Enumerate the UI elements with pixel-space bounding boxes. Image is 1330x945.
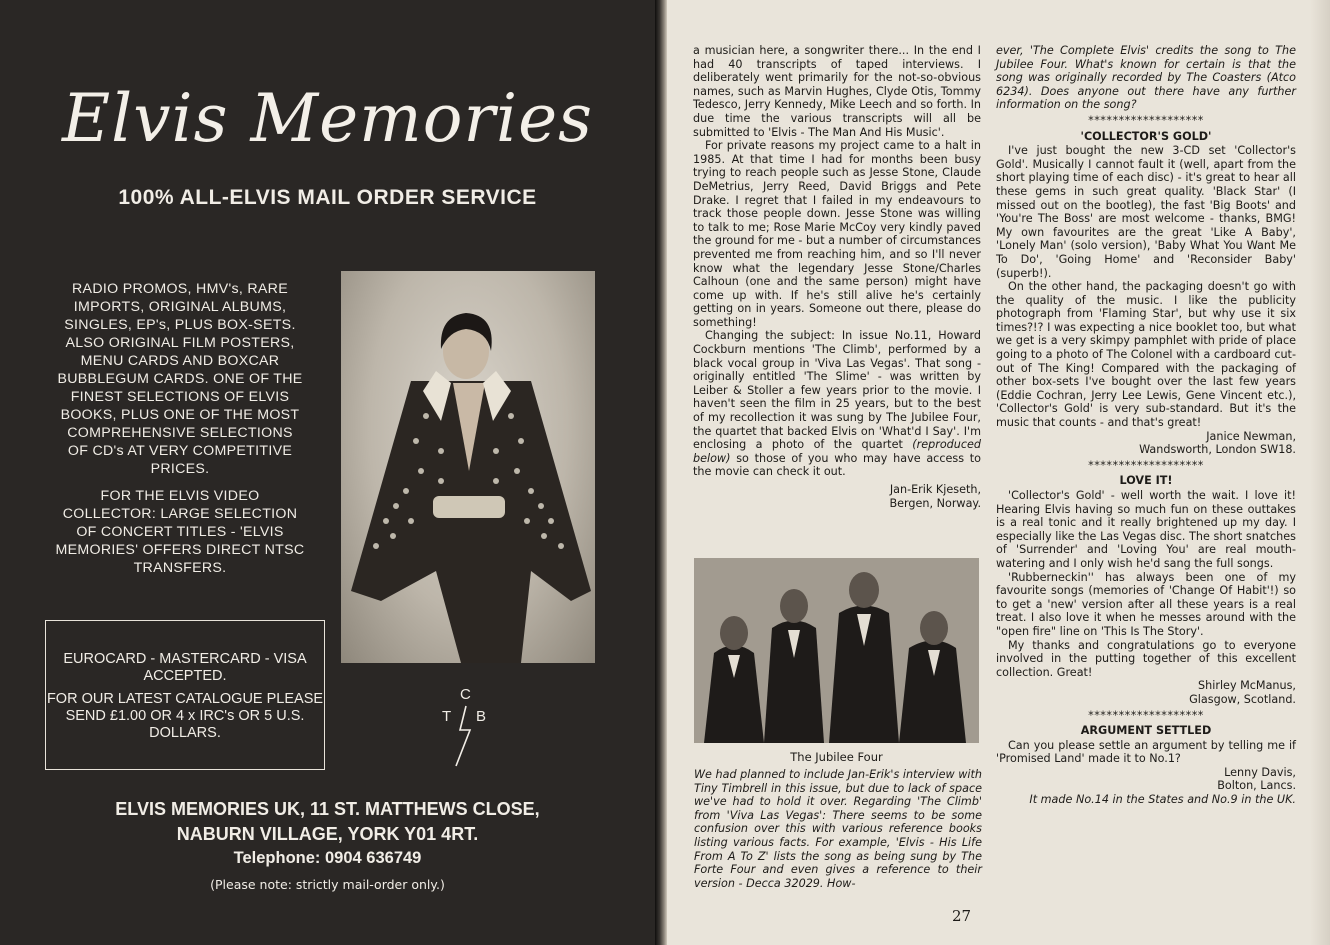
advert-subtitle: 100% ALL-ELVIS MAIL ORDER SERVICE xyxy=(118,186,537,209)
letter-heading: ARGUMENT SETTLED xyxy=(1080,724,1212,738)
tcb-logo xyxy=(438,686,494,768)
logo-t: T xyxy=(442,708,452,725)
paragraph: My thanks and congratulations go to everyone involved in the putting together of this excellent collection. Great! xyxy=(996,638,1296,679)
editor-note-continued: ever, 'The Complete Elvis' credits the song to The Jubilee Four. What's known for certain is that the song was originally recorded by The Coasters (Atco 6234). Does anyone out there have any further information on the song? xyxy=(996,44,1296,112)
jubilee-four-photo xyxy=(694,558,979,743)
video-services-text: FOR THE ELVIS VIDEO COLLECTOR: LARGE SELECTION OF CONCERT TITLES - 'ELVIS MEMORIES' OFFERS DIRECT NTSC TRANSFERS. xyxy=(55,488,305,576)
lightning-bolt-icon xyxy=(438,686,494,768)
editor-answer: It made No.14 in the States and No.9 in the UK. xyxy=(1029,793,1296,807)
address-line-1: ELVIS MEMORIES UK, 11 ST. MATTHEWS CLOSE, xyxy=(115,799,540,819)
letter-heading: LOVE IT! xyxy=(1119,474,1173,488)
signature-location: Glasgow, Scotland. xyxy=(1189,692,1296,706)
paragraph: a musician here, a songwriter there... In the end I had 40 transcripts of taped interviews. I deliberately went primarily for the not-so-obvious names, such as Marvin Hughes, Clyde Otis, Tommy Tedesco, Jerry Kennedy, Mike Leech and so forth. In due time the various transcripts will all be submitted to 'Elvis - The Man And His Music'. xyxy=(693,44,981,139)
elvis-photo xyxy=(341,271,595,663)
paragraph xyxy=(693,329,981,479)
elvis-figure-image xyxy=(341,271,595,663)
paragraph: Can you please settle an argument by telling me if 'Promised Land' made it to No.1? xyxy=(996,738,1296,766)
paragraph-text-end: so those of you who may have access to the movie can check it out. xyxy=(693,451,981,479)
payment-box xyxy=(45,620,325,770)
photo-caption: The Jubilee Four xyxy=(790,750,883,764)
advert-title: Elvis Memories xyxy=(61,80,594,157)
reproduced-below-text: (reproduced below) xyxy=(693,438,981,465)
paragraph: 'Collector's Gold' - well worth the wait. I love it! Hearing Elvis having so much fun on these outtakes is a real tonic and it really brightened up my day. I especially like the Las Vegas disc. The short snatches of 'Surrender' and 'Loving You' are real mouth-watering and I only wish he'd sang the full songs. xyxy=(996,489,1296,570)
paragraph: 'Rubberneckin'' has always been one of my favourite songs (memories of 'Change Of Habit'!) so to get a 'new' version after all these years is a real treat. I also love it when he messes around with the "open fire" line on 'This Is The Story'. xyxy=(996,570,1296,638)
signature-location: Wandsworth, London SW18. xyxy=(1139,443,1296,457)
signature-name: Shirley McManus, xyxy=(1198,679,1296,693)
logo-b: B xyxy=(476,708,487,725)
signature-name: Jan-Erik Kjeseth, xyxy=(889,483,981,496)
page-number: 27 xyxy=(952,907,972,925)
page-edge xyxy=(1310,0,1330,945)
signature-name: Janice Newman, xyxy=(1206,429,1296,443)
separator-stars: ******************* xyxy=(1088,708,1204,722)
jubilee-four-image xyxy=(694,558,979,743)
logo-c: C xyxy=(460,686,471,703)
services-text: RADIO PROMOS, HMV's, RARE IMPORTS, ORIGINAL ALBUMS, SINGLES, EP's, PLUS BOX-SETS. ALSO ORIGINAL FILM POSTERS, MENU CARDS AND BOXCAR BUBBLEGUM CARDS. ONE OF THE FINEST SELECTIONS OF ELVIS BOOKS, PLUS ONE OF THE MOST COMPREHENSIVE SELECTIONS OF CD's AT VERY COMPETITIVE PRICES. xyxy=(57,281,303,477)
signature-name: Lenny Davis, xyxy=(1224,765,1296,779)
article-page xyxy=(667,0,1330,945)
catalogue-text: FOR OUR LATEST CATALOGUE PLEASE SEND £1.00 OR 4 x IRC's OR 5 U.S. DOLLARS. xyxy=(46,691,324,741)
mail-order-note: (Please note: strictly mail-order only.) xyxy=(210,877,445,892)
paragraph-text: Changing the subject: In issue No.11, Howard Cockburn mentions 'The Climb', performed by a black vocal group in 'Viva Las Vegas'. That song - originally entitled 'The Slime' - was written by Leiber & Stoller a few years prior to the movie. I haven't seen the film in 25 years, but to the best of my recollection it was sung by The Jubilee Four, the quartet that backed Elvis on 'What'd I Say'. I'm enclosing a photo of the quartet xyxy=(693,329,981,452)
column-left xyxy=(693,44,981,510)
payment-cards-text: EUROCARD - MASTERCARD - VISA ACCEPTED. xyxy=(63,651,307,684)
paragraph: I've just bought the new 3-CD set 'Collector's Gold'. Musically I cannot fault it (well, apart from the short playing time of each disc) - it's great to hear all these gems in such great quality. 'Black Star' (I missed out on the bootleg), the fast 'Big Boots' and 'You're The Boss' are most welcome - thanks, BMG! My own favourites are the great 'Like A Baby', 'Lonely Man' (solo version), 'Baby What You Want Me To Do', 'Going Home' and 'Reconsider Baby' (superb!). xyxy=(996,144,1296,280)
separator-stars: ******************* xyxy=(1088,458,1204,472)
address-block xyxy=(0,797,655,847)
address-line-2: NABURN VILLAGE, YORK Y01 4RT. xyxy=(176,824,479,844)
separator-stars: ******************* xyxy=(1088,113,1204,127)
page-gutter xyxy=(655,0,667,945)
letter-heading: 'COLLECTOR'S GOLD' xyxy=(1080,129,1212,143)
services-list xyxy=(55,280,305,586)
column-right xyxy=(996,44,1296,807)
paragraph: For private reasons my project came to a halt in 1985. At that time I had for months been busy trying to reach people such as Jesse Stone, Claude DeMetrius, Jerry Reed, David Briggs and Pete Drake. I regret that I failed in my endeavours to track those people down. Jesse Stone was willing to talk to me; Rose Marie McCoy very kindly paved the ground for me - but a number of circumstances prevented me from reaching him, and so I'll never know what the legendary Jesse Stone/Charles Calhoun (one and the same person) might have come up with. If he's still alive he's certainly getting on in years. Someone out there, please do something! xyxy=(693,139,981,329)
telephone-number: Telephone: 0904 636749 xyxy=(233,849,422,867)
paragraph: On the other hand, the packaging doesn't go with the quality of the music. I like the publicity photograph from 'Flaming Star', but why use it six times?!? I was expecting a nice booklet too, but what we get is a very skimpy pamphlet with pride of place going to a photo of The Colonel with a cardboard cut-out of The King! Compared with the packaging of other box-sets I've bought over the last few years (Eddie Cochran, Jerry Lee Lewis, Gene Vincent etc.), 'Collector's Gold' is very sub-standard. But it's the music that counts - and that's great! xyxy=(996,280,1296,430)
signature-location: Bolton, Lancs. xyxy=(1217,779,1296,793)
editor-note: We had planned to include Jan-Erik's interview with Tiny Timbrell in this issue, but due to lack of space we've had to hold it over. Regarding 'The Climb' from 'Viva Las Vegas': There seems to be some confusion over this with various reference books listing various facts. For example, 'Elvis - His Life From A To Z' lists the song as being sung by The Forte Four and even gives a reference to their version - Decca 32029. How- xyxy=(694,768,982,890)
advert-page xyxy=(0,0,655,945)
signature-location: Bergen, Norway. xyxy=(889,496,981,510)
